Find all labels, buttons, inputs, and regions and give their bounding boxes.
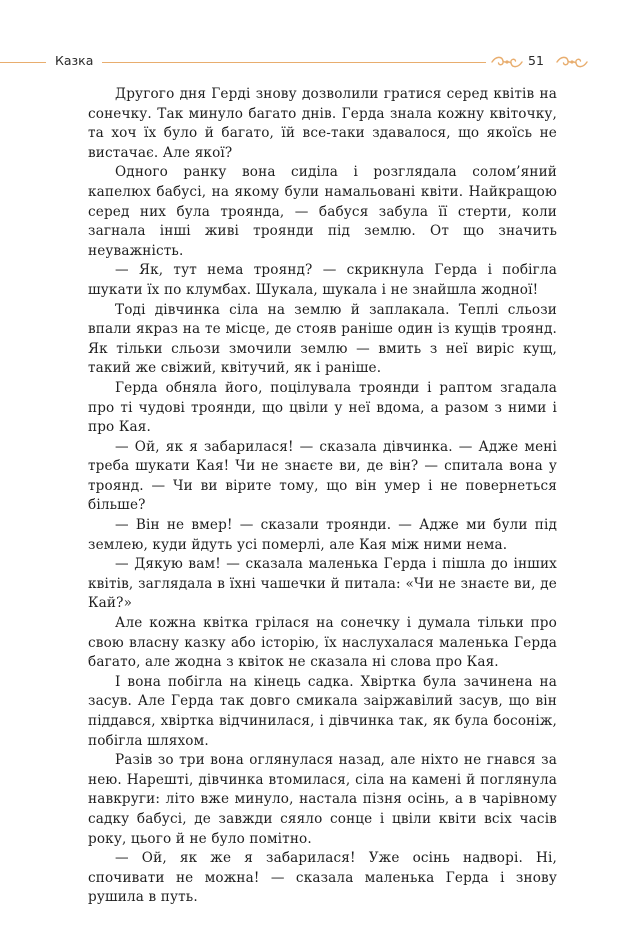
paragraph: — Він не вмер! — сказали троянди. — Адже ми були під землею, куди йдуть усі померлі, але Кая між ними нема. (88, 517, 557, 553)
paragraph: Герда обняла його, поцілувала троянди і раптом згадала про ті чудові троянди, що цвіли у неї вдома, а разом з ними і про Кая. (88, 379, 557, 436)
scroll-ornament-icon (555, 54, 589, 70)
story-text (88, 85, 557, 908)
paragraph: — Дякую вам! — сказала маленька Герда і пішла до інших квітів, заглядала в їхні чашечки й питала: «Чи не знаєте ви, де Кай?» (88, 556, 557, 612)
scroll-ornament-icon (490, 54, 524, 70)
header-rule-left (0, 62, 46, 63)
paragraph: — Ой, як же я забарилася! Уже осінь надворі. Ні, спочивати не можна! — сказала маленька Герда і знову рушила в путь. (88, 850, 557, 906)
page-number: 51 (528, 53, 544, 68)
paragraph: І вона побігла на кінець садка. Хвіртка була зачинена на засув. Але Герда так довго смикала заіржавілий засув, що він піддався, хвіртка відчинилася, і дівчинка так, як була босоніж, побігла шляхом. (88, 673, 557, 749)
section-title: Казка (55, 53, 94, 68)
paragraph: Другого дня Герді знову дозволили гратися серед квітів на сонечку. Так минуло багато днів. Герда знала кожну квіточку, та хоч їх було й багато, їй все-таки здавалося, що якоїсь не вистачає. Але якої? (88, 86, 557, 161)
paragraph: Одного ранку вона сиділа і розглядала солом’яний капелюх бабусі, на якому були намальовані квіти. Найкращою серед них була троянда, — бабуся забула її стерти, коли загнала інші живі троянди під землю. От що значить неуважність. (88, 164, 557, 259)
header-rule-middle (102, 62, 486, 63)
running-header (0, 50, 635, 74)
paragraph: Тоді дівчинка сіла на землю й заплакала. Теплі сльози впали якраз на те місце, де стояв раніше один із кущів троянд. Як тільки сльози змочили землю — вмить з неї виріс кущ, такий же свіжий, квітучий, як і раніше. (88, 301, 557, 377)
paragraph: Разів зо три вона оглянулася назад, але ніхто не гнався за нею. Нарешті, дівчинка втомилася, сіла на камені й поглянула навкруги: літо вже минуло, настала пізня осінь, а в чарівному садку бабусі, де завжди сяяло сонце і цвіли квіти всіх часів року, цього й не було помітно. (88, 752, 557, 847)
paragraph: Але кожна квітка грілася на сонечку і думала тільки про свою власну казку або історію, їх наслухалася маленька Герда багато, але жодна з квіток не сказала ні слова про Кая. (88, 615, 557, 671)
paragraph: — Ой, як я забарилася! — сказала дівчинка. — Адже мені треба шукати Кая! Чи не знаєте ви, де він? — спитала вона у троянд. — Чи ви вірите тому, що він умер і не повернеться більше? (88, 438, 557, 514)
paragraph: — Як, тут нема троянд? — скрикнула Герда і побігла шукати їх по клумбах. Шукала, шукала і не знайшла жодної! (88, 262, 557, 298)
